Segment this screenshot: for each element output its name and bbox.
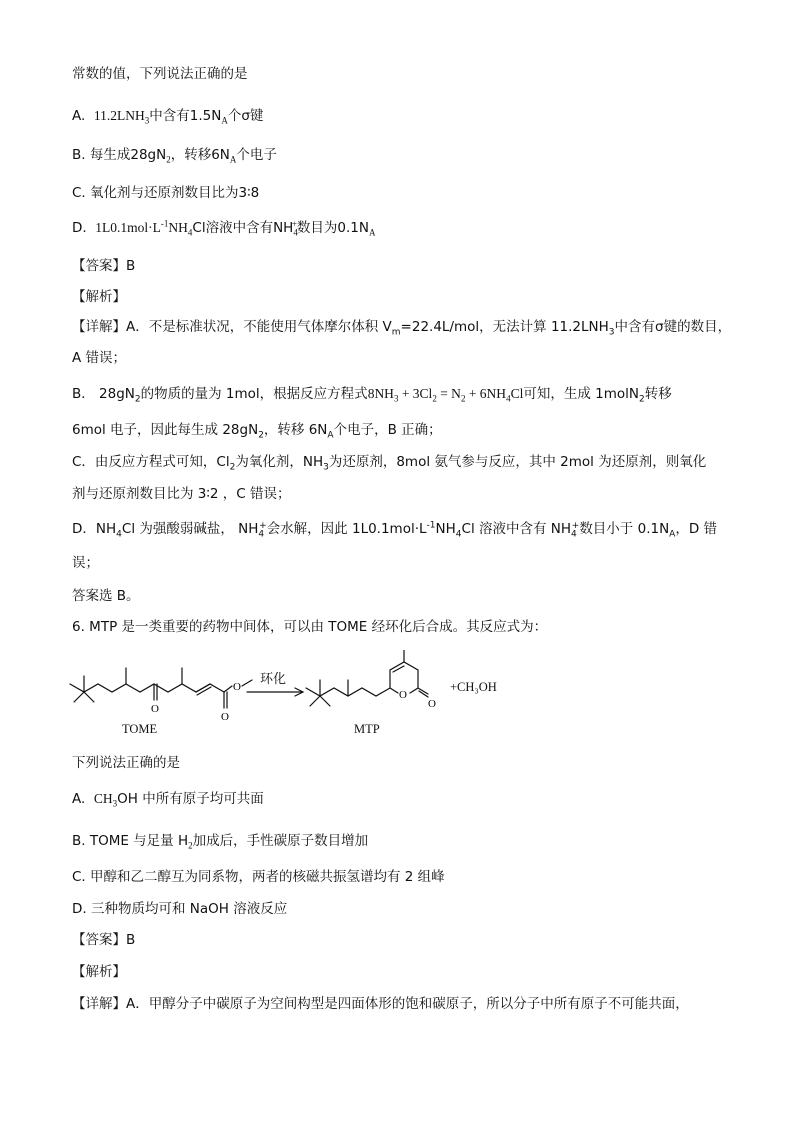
tome-skeleton <box>70 684 224 692</box>
q6-option-d: D. 三种物质均可和 NaOH 溶液反应 <box>72 901 288 917</box>
q6-option-c: C. 甲醇和乙二醇互为同系物，两者的核磁共振氢谱均有 2 组峰 <box>72 869 445 885</box>
reaction-scheme <box>62 650 522 740</box>
q5-detail-d-line1: D．$NH_4Cl$ 为强酸弱碱盐， $NH_4^+$会水解，因此 $1L0.1mol\cdot L^{-1}NH_4Cl$ 溶液中含有 $NH_4^+$数目小于 $0.1N_A$，D 错 <box>72 520 718 540</box>
q5-detail-c-line1: C．由反应方程式可知，$Cl_2$为氧化剂，$NH_3$为还原剂，8mol 氨气参与反应，其中 2mol 为还原剂，则氧化 <box>72 454 707 473</box>
tome-label: TOME <box>122 722 158 736</box>
q6-option-b: B. TOME 与足量 $H_2$加成后，手性碳原子数目增加 <box>72 833 369 851</box>
q5-detail-c-line2: 剂与还原剂数目比为 3∶2 ，C 错误； <box>72 486 291 502</box>
q5-detail-a-line2: A 错误； <box>72 350 127 366</box>
tome-ketone-oxygen: O <box>151 703 159 715</box>
q5-stem-tail: 常数的值，下列说法正确的是 <box>72 66 248 82</box>
tome-ester-oxygen: O <box>233 681 241 693</box>
q5-conclusion: 答案选 B。 <box>72 588 140 604</box>
q5-option-d: D. $1L0.1mol\cdot L^{-1}NH_4Cl$溶液中含有$NH_4^+$数目为$0.1N_A$ <box>72 218 376 238</box>
q5-detail-b-line1: B． $28gN_2$的物质的量为 1mol，根据反应方程式$8NH_3 + 3Cl_2 = N_2 + 6NH_4Cl$可知，生成 1molN$_2$转移 <box>72 386 672 405</box>
mtp-ring-oxygen: O <box>399 689 407 701</box>
q6-ask: 下列说法正确的是 <box>72 755 180 771</box>
q5-detail-b-line2: 6mol 电子，因此每生成 $28gN_2$，转移 $6N_A$个电子，B 正确； <box>72 422 442 441</box>
q5-option-a: A. $11.2LNH_3$中含有$1.5N_A$个σ键 <box>72 108 264 126</box>
byproduct-label: +CH₃OH <box>450 680 497 694</box>
q6-answer: 【答案】B <box>72 932 136 948</box>
tome-carbonyl-oxygen: O <box>221 711 229 723</box>
q5-option-c: C. 氧化剂与还原剂数目比为3∶8 <box>72 185 260 201</box>
mtp-label: MTP <box>354 722 380 736</box>
q5-detail-a-line1: 【详解】A．不是标准状况，不能使用气体摩尔体积 $V_m=22.4L$/mol，无法计算 $11.2LNH_3$中含有σ键的数目， <box>72 319 732 338</box>
q6-detail-a: 【详解】A．甲醇分子中碳原子为空间构型是四面体形的饱和碳原子，所以分子中所有原子不可能共面， <box>72 996 689 1012</box>
mtp-carbonyl-oxygen: O <box>428 698 436 710</box>
q5-answer: 【答案】B <box>72 258 136 274</box>
q6-option-a: A. $CH_3OH$ 中所有原子均可共面 <box>72 791 264 809</box>
q6-stem: 6. MTP 是一类重要的药物中间体，可以由 TOME 经环化后合成。其反应式为： <box>72 619 548 635</box>
q5-analysis-heading: 【解析】 <box>72 289 126 305</box>
q5-detail-d-line2: 误； <box>72 555 99 571</box>
arrow-label: 环化 <box>260 672 287 687</box>
q5-option-b: B. 每生成$28gN_2$，转移$6N_A$个电子 <box>72 147 277 165</box>
q6-analysis-heading: 【解析】 <box>72 964 126 980</box>
